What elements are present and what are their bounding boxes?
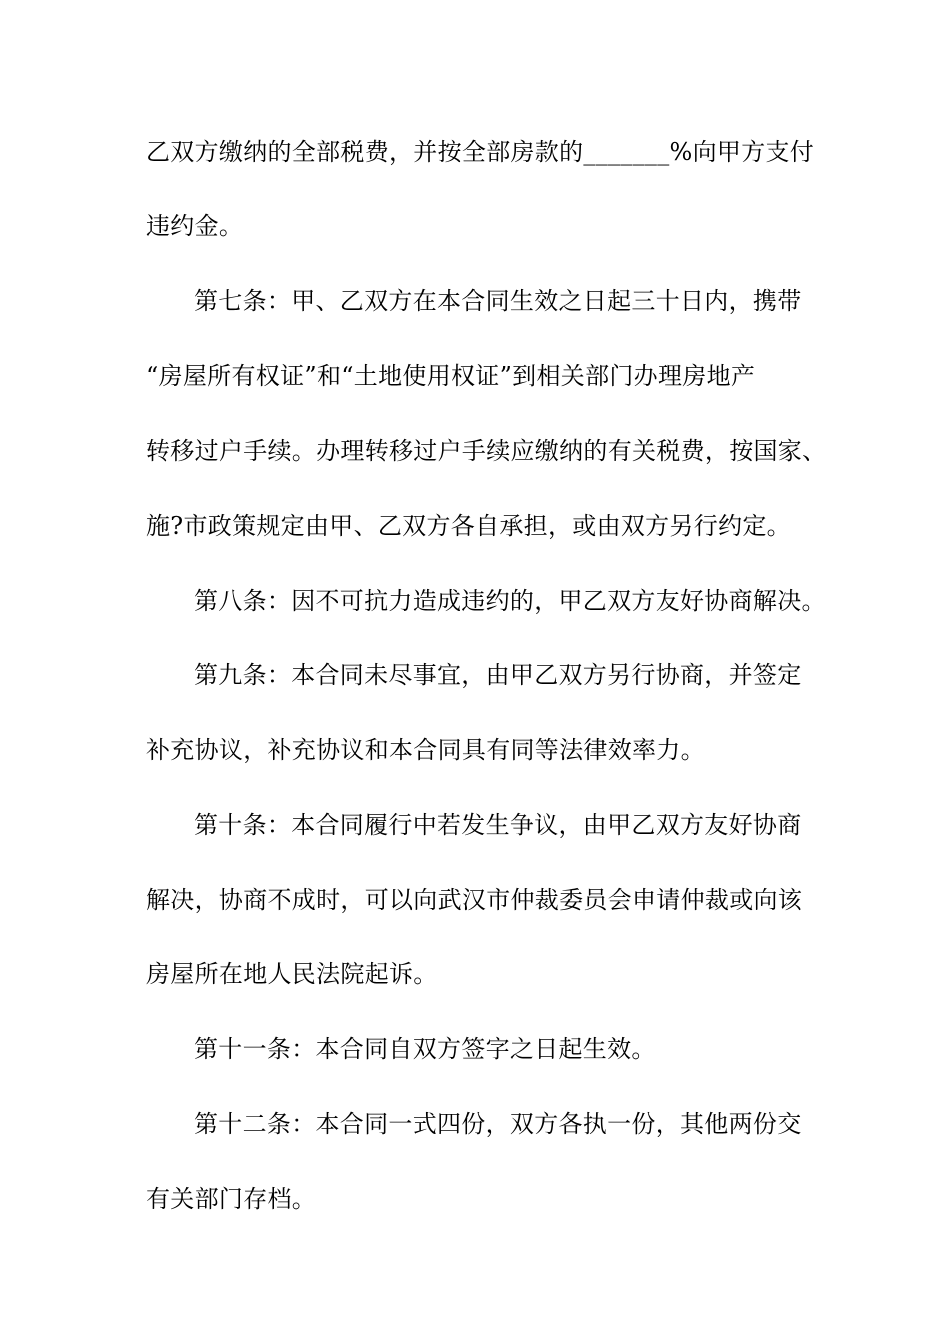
text-line: 转移过户手续。办理转移过户手续应缴纳的有关税费，按国家、 [146, 437, 827, 465]
text-line: 房屋所在地人民法院起诉。 [146, 960, 438, 988]
text-line: 有关部门存档。 [146, 1185, 317, 1213]
article-7-heading-line: 第七条：甲、乙双方在本合同生效之日起三十日内，携带 [194, 287, 802, 315]
article-10-heading-line: 第十条：本合同履行中若发生争议，由甲乙双方友好协商 [194, 811, 802, 839]
text-line: 违约金。 [146, 212, 244, 240]
text-line: “房屋所有权证”和“土地使用权证”到相关部门办理房地产 [146, 362, 756, 390]
article-8-line: 第八条：因不可抗力造成违约的，甲乙双方友好协商解决。 [194, 587, 826, 615]
article-12-heading-line: 第十二条：本合同一式四份，双方各执一份，其他两份交 [194, 1110, 802, 1138]
article-9-heading-line: 第九条：本合同未尽事宜，由甲乙双方另行协商，并签定 [194, 661, 802, 689]
text-line: 解决，协商不成时，可以向武汉市仲裁委员会申请仲裁或向该 [146, 886, 803, 914]
text-line: 乙双方缴纳的全部税费，并按全部房款的_______%向甲方支付 [146, 138, 815, 166]
text-line: 补充协议，补充协议和本合同具有同等法律效率力。 [146, 736, 705, 764]
text-line: 施?市政策规定由甲、乙双方各自承担，或由双方另行约定。 [146, 512, 791, 540]
article-11-line: 第十一条：本合同自双方签字之日起生效。 [194, 1035, 656, 1063]
